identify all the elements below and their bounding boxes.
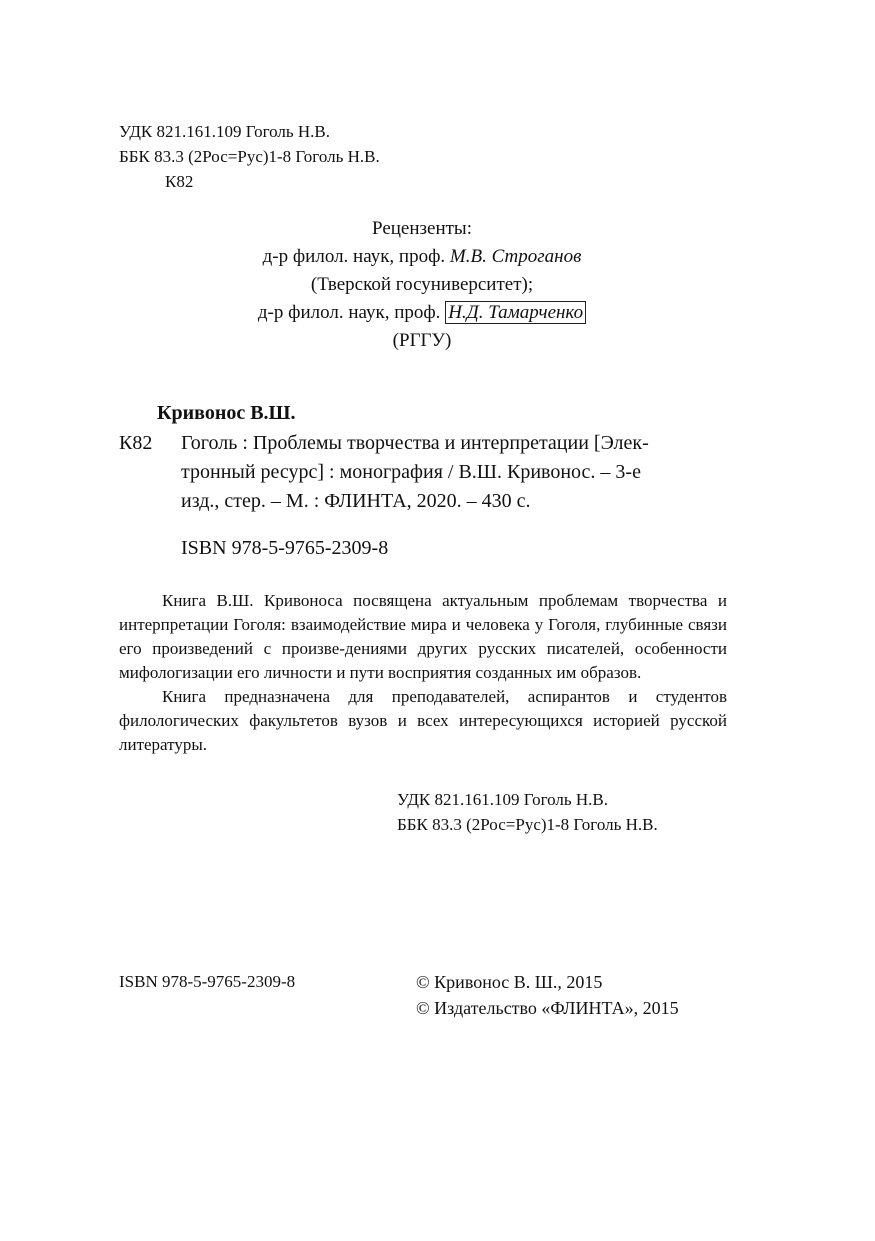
annotation-block xyxy=(119,589,727,757)
reviewers-block xyxy=(120,215,724,355)
bibliography-description xyxy=(181,429,729,516)
bbk-code: ББК 83.3 (2Рос=Рус)1-8 Гоголь Н.В. xyxy=(119,147,380,166)
reviewer-2-title: д-р филол. наук, проф. xyxy=(257,302,446,323)
copyright-author: © Кривонос В. Ш., 2015 xyxy=(416,972,603,992)
reviewer-2-name: Н.Д. Тамарченко xyxy=(445,301,586,324)
bibliography-isbn: ISBN 978-5-9765-2309-8 xyxy=(181,537,389,559)
reviewers-heading: Рецензенты: xyxy=(372,218,472,239)
reviewer-1-name: М.В. Строганов xyxy=(449,246,582,267)
bibliography-line-3: изд., стер. – М. : ФЛИНТА, 2020. – 430 с. xyxy=(181,490,531,512)
classification-block-top xyxy=(119,119,380,194)
bibliography-line-2: тронный ресурс] : монография / В.Ш. Кривонос. – 3-е xyxy=(181,461,641,483)
annotation-paragraph-2: Книга предназначена для преподавателей, аспирантов и студентов филологических факультетов вузов и всех интересующихся историей русской литературы. xyxy=(119,687,727,754)
annotation-paragraph-1: Книга В.Ш. Кривоноса посвящена актуальным проблемам творчества и интерпретации Гоголя: взаимодействие мира и человека у Гоголя, глубинные связи его произведений с произве-дениями других русских писателей, особенности мифологизации его личности и пути восприятия созданных им образов. xyxy=(119,591,727,682)
bibliography-author-mark: К82 xyxy=(119,432,153,454)
author-mark-code: К82 xyxy=(165,172,194,191)
reviewer-1-affiliation: (Тверской госуниверситет); xyxy=(310,274,534,295)
bbk-code-bottom: ББК 83.3 (2Рос=Рус)1-8 Гоголь Н.В. xyxy=(397,815,658,834)
bibliography-author: Кривонос В.Ш. xyxy=(157,402,296,424)
copyright-publisher: © Издательство «ФЛИНТА», 2015 xyxy=(416,998,679,1018)
reviewer-2 xyxy=(120,299,724,327)
classification-block-bottom xyxy=(397,787,658,837)
bibliography-line-1: Гоголь : Проблемы творчества и интерпретации [Элек- xyxy=(181,432,649,454)
reviewer-1 xyxy=(120,243,724,271)
udk-code: УДК 821.161.109 Гоголь Н.В. xyxy=(119,122,331,141)
udk-code-bottom: УДК 821.161.109 Гоголь Н.В. xyxy=(397,790,609,809)
copyright-block xyxy=(416,969,679,1021)
reviewer-2-affiliation: (РГГУ) xyxy=(392,330,452,351)
footer-isbn: ISBN 978-5-9765-2309-8 xyxy=(119,972,296,991)
reviewer-1-title: д-р филол. наук, проф. xyxy=(262,246,450,267)
